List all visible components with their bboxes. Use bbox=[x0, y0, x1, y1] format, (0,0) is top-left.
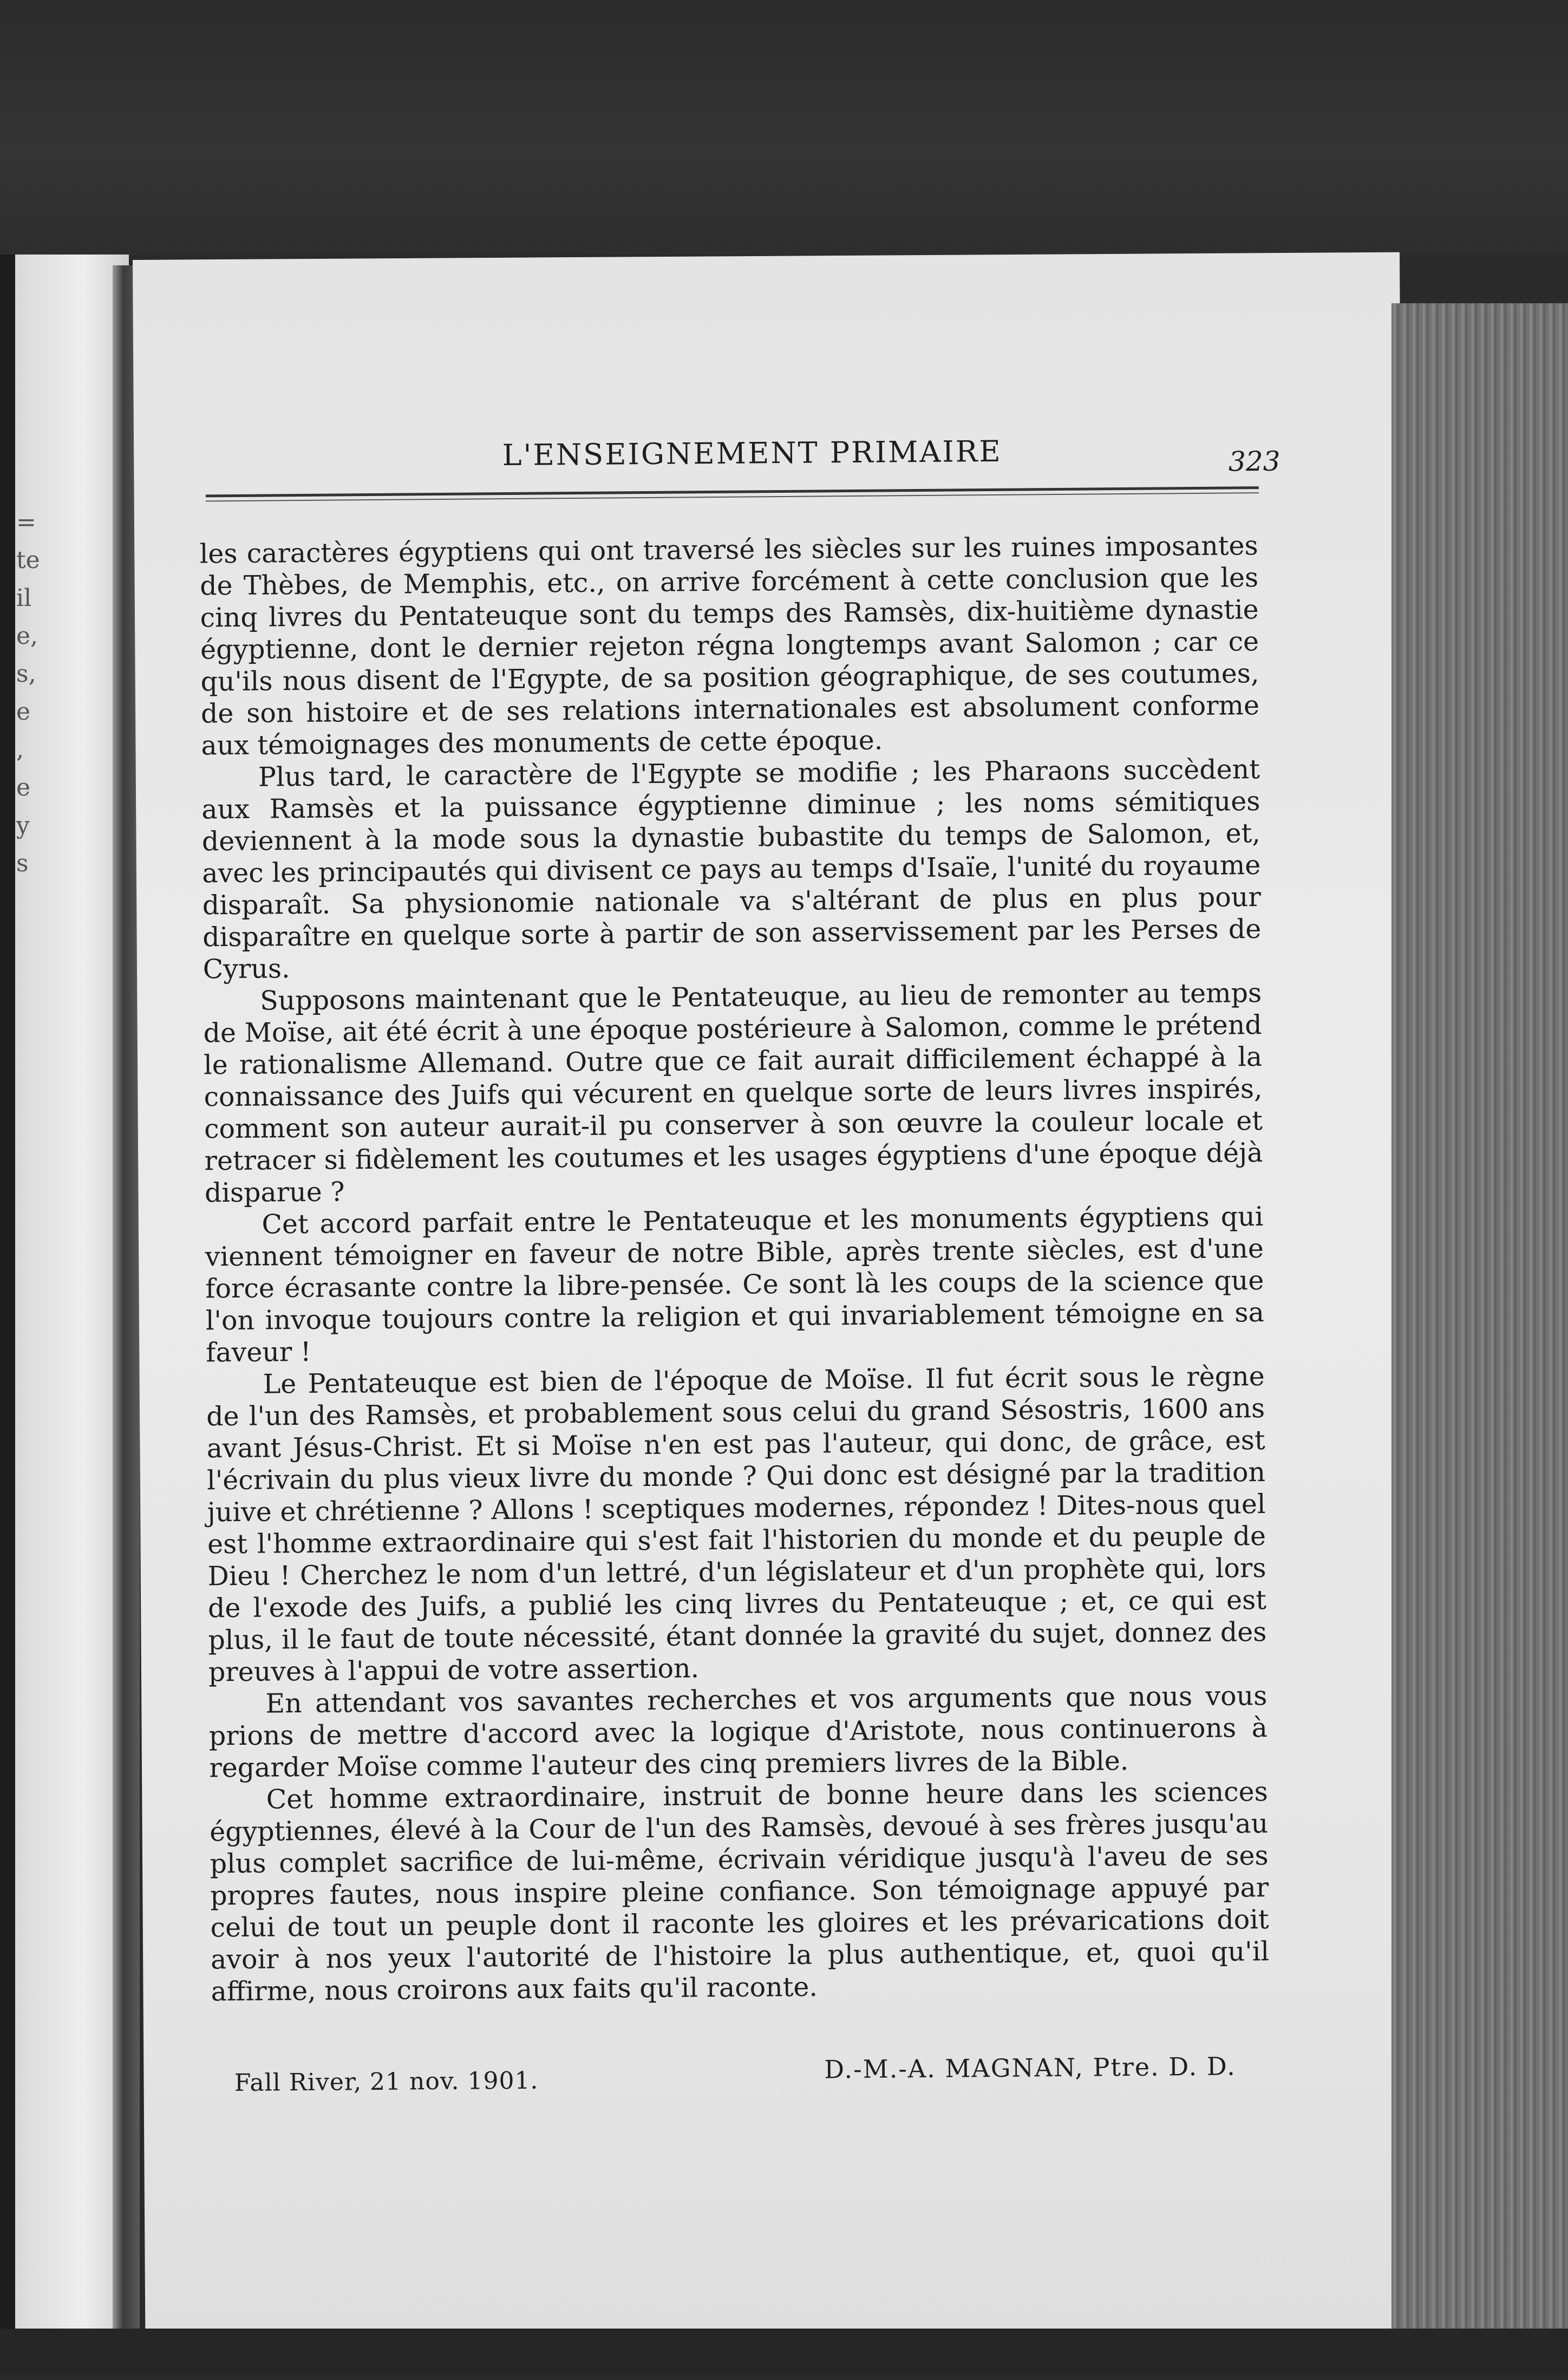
fragment: y bbox=[16, 812, 30, 839]
paragraph: les caractères égyptiens qui ont traversé les siècles sur les ruines imposantes de Thèbes, de Memphis, etc., on arrive forcément à cette conclusion que les cinq livres du Pentateuque sont du temps des Ramsès, dix-huitième dynastie égyptienne, dont le dernier rejeton régna longtemps avant Salomon ; car ce qu'ils nous disent de l'Egypte, de sa position géographique, de ses coutumes, de son histoire et de ses relations internationales est absolument conforme aux témoignages des monuments de cette époque. bbox=[199, 530, 1260, 761]
paragraph: Plus tard, le caractère de l'Egypte se modifie ; les Pharaons succèdent aux Ramsès et la puissance égyptienne diminue ; les noms sémitiques deviennent à la mode sous la dynastie bubastite du temps de Salomon, et, avec les principautés qui divisent ce pays au temps d'Isaïe, l'unité du royaume disparaît. Sa physionomie nationale va s'altérant de plus en plus pour disparaître en quelque sorte à partir de son asservissement par les Perses de Cyrus. bbox=[201, 754, 1262, 985]
body-text bbox=[199, 530, 1269, 2007]
fragment: s bbox=[16, 850, 29, 877]
paragraph: Cet homme extraordinaire, instruit de bonne heure dans les sciences égyptiennes, élevé à la Cour de l'un des Ramsès, devoué à ses frères jusqu'au plus complet sacrifice de lui-même, écrivain véridique jusqu'à l'aveu de ses propres fautes, nous inspire pleine confiance. Son témoignage appuyé par celui de tout un peuple dont il raconte les gloires et les prévarications doit avoir à nos yeux l'autorité de l'histoire la plus authentique, et, quoi qu'il affirme, nous croirons aux faits qu'il raconte. bbox=[210, 1776, 1270, 2007]
paragraph: Le Pentateuque est bien de l'époque de Moïse. Il fut écrit sous le règne de l'un des Ramsès, et probablement sous celui du grand Sésostris, 1600 ans avant Jésus-Christ. Et si Moïse n'en est pas l'auteur, qui donc, de grâce, est l'écrivain du plus vieux livre du monde ? Qui donc est désigné par la tradition juive et chrétienne ? Allons ! sceptiques modernes, répondez ! Dites-nous quel est l'homme extraordinaire qui s'est fait l'historien du monde et du peuple de Dieu ! Cherchez le nom d'un lettré, d'un législateur et d'un prophète qui, lors de l'exode des Juifs, a publié les cinq livres du Pentateuque ; et, ce qui est plus, il le faut de toute nécessité, étant donnée la gravité du sujet, donnez des preuves à l'appui de votre assertion. bbox=[206, 1361, 1267, 1688]
paragraph: Supposons maintenant que le Pentateuque, au lieu de remonter au temps de Moïse, ait été écrit à une époque postérieure à Salomon, comme le prétend le rationalisme Allemand. Outre que ce fait aurait difficilement échappé à la connaissance des Juifs qui vécurent en quelque sorte de leurs livres inspirés, comment son auteur aurait-il pu conserver à son œuvre la couleur locale et retracer si fidèlement les coutumes et les usages égyptiens d'une époque déjà disparue ? bbox=[203, 977, 1263, 1209]
fragment: e bbox=[16, 698, 31, 726]
paragraph: Cet accord parfait entre le Pentateuque et les monuments égyptiens qui viennent témoigner en faveur de notre Bible, après trente siècles, est d'une force écrasante contre la libre-pensée. Ce sont là les coups de la science que l'on invoque toujours contre la religion et qui invariablement témoigne en sa faveur ! bbox=[205, 1201, 1265, 1368]
fragment: s, bbox=[16, 660, 36, 688]
fragment: , bbox=[16, 736, 24, 764]
signature-block bbox=[234, 2051, 1263, 2097]
place-and-date: Fall River, 21 nov. 1901. bbox=[234, 2066, 539, 2097]
fragment: il bbox=[16, 584, 32, 612]
paragraph: En attendant vos savantes recherches et vos arguments que nous vous prions de mettre d'accord avec la logique d'Aristote, nous continuerons à regarder Moïse comme l'auteur des cinq premiers livres de la Bible. bbox=[208, 1680, 1268, 1784]
running-title: L'ENSEIGNEMENT PRIMAIRE bbox=[502, 434, 1003, 473]
fragment: = bbox=[16, 508, 36, 536]
page-number: 323 bbox=[1228, 445, 1280, 478]
fragment: te bbox=[16, 546, 40, 574]
header-double-rule bbox=[206, 486, 1259, 501]
author-signature: D.-M.-A. MAGNAN, Ptre. D. D. bbox=[824, 2051, 1236, 2084]
fragment: e, bbox=[16, 622, 38, 650]
fragment: e bbox=[16, 774, 31, 801]
